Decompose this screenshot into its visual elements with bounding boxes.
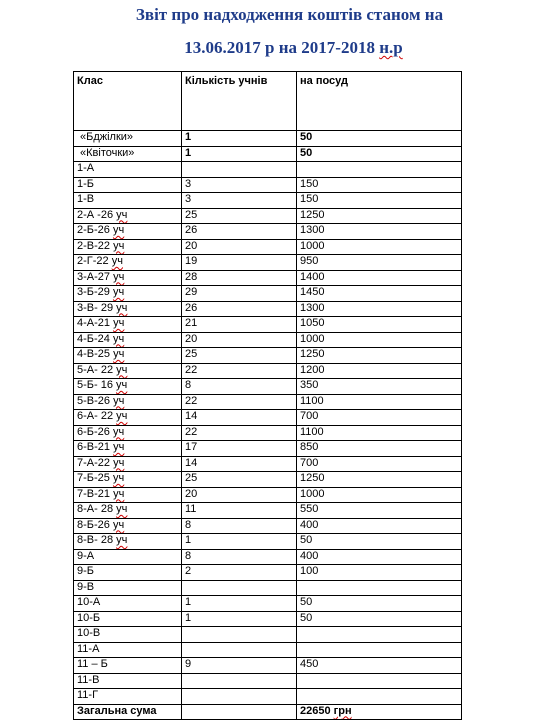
currency-unit: грн [333,704,352,717]
cell-students-count [182,642,297,658]
table-row [74,301,462,317]
cell-class [74,270,182,286]
cell-amount: 50 [297,131,462,147]
cell-class [74,534,182,550]
cell-amount: 950 [297,255,462,271]
class-name: 3-А-27 [77,270,114,283]
students-abbrev: уч [111,255,123,267]
cell-students-count: 3 [182,193,297,209]
table-row [74,255,462,271]
cell-students-count: 1 [182,146,297,162]
table-row [74,580,462,596]
cell-class [74,596,182,612]
students-abbrev: уч [116,379,128,391]
cell-students-count: 2 [182,565,297,581]
cell-amount: 50 [297,596,462,612]
class-name: 2-Г-22 [77,255,112,267]
cell-students-count: 29 [182,286,297,302]
report-title-line1: Звіт про надходження коштів станом на [135,5,444,24]
cell-amount: 1000 [297,332,462,348]
cell-students-count: 8 [182,518,297,534]
table-row [74,518,462,534]
cell-class [74,255,182,271]
cell-amount: 1250 [297,208,462,224]
class-name: 1-В [77,193,95,205]
students-abbrev: уч [113,317,125,329]
cell-amount: 50 [297,146,462,162]
cell-students-count: 1 [182,596,297,612]
class-name: 6-А- 22 [77,410,117,422]
cell-class [74,410,182,426]
students-abbrev: уч [113,441,125,453]
cell-amount: 550 [297,503,462,519]
students-abbrev: уч [112,425,125,438]
cell-amount [297,627,462,643]
class-name: 2-Б-26 [77,224,113,236]
cell-students-count: 1 [182,131,297,147]
students-abbrev: уч [113,239,125,252]
cell-students-count: 11 [182,503,297,519]
cell-class [74,224,182,240]
cell-amount: 1000 [297,239,462,255]
class-name: 7-А-22 [77,456,114,469]
class-name: 10-В [77,627,101,639]
cell-class [74,146,182,162]
cell-students-count: 20 [182,487,297,503]
cell-students-count: 19 [182,255,297,271]
cell-amount [297,162,462,178]
cell-class [74,239,182,255]
students-abbrev: уч [116,503,128,515]
cell-students-count: 26 [182,301,297,317]
cell-amount: 1450 [297,286,462,302]
cell-students-count: 26 [182,224,297,240]
cell-students-count: 8 [182,379,297,395]
class-name: 5-А- 22 [77,363,117,376]
cell-students-count [182,627,297,643]
cell-class [74,394,182,410]
cell-amount: 700 [297,456,462,472]
cell-amount [297,689,462,705]
table-row [74,317,462,333]
class-name: 6-В-21 [77,441,114,453]
cell-students-count: 20 [182,332,297,348]
class-name: 3-Б-29 [77,286,113,298]
table-row [74,332,462,348]
school-year-abbrev: н.р [379,38,403,57]
table-row [74,565,462,581]
cell-students-count: 28 [182,270,297,286]
class-name: 11 – Б [77,658,108,670]
class-name: «Бджілки» [80,131,134,143]
cell-class [74,177,182,193]
cell-class [74,472,182,488]
cell-amount: 350 [297,379,462,395]
cell-class [74,627,182,643]
cell-students-count: 25 [182,208,297,224]
cell-students-count: 9 [182,658,297,674]
students-abbrev: уч [116,301,128,314]
cell-class [74,518,182,534]
students-abbrev: уч [116,208,128,221]
table-row [74,410,462,426]
cell-class [74,162,182,178]
cell-students-count: 22 [182,394,297,410]
students-abbrev: уч [113,270,125,283]
cell-amount: 150 [297,193,462,209]
total-amount-value: 22650 [300,704,334,717]
table-row [74,627,462,643]
cell-amount: 1100 [297,394,462,410]
table-row [74,394,462,410]
cell-students-count [182,673,297,689]
cell-students-count: 20 [182,239,297,255]
cell-amount: 100 [297,565,462,581]
cell-class [74,658,182,674]
table-row [74,425,462,441]
cell-amount [297,642,462,658]
cell-class [74,565,182,581]
cell-amount: 1100 [297,425,462,441]
total-label: Загальна сума [74,704,182,720]
students-abbrev: уч [112,518,125,531]
table-row [74,131,462,147]
class-name: 10-Б [77,611,101,624]
cell-class [74,286,182,302]
cell-class [74,379,182,395]
cell-class [74,673,182,689]
class-name: 5-В-26 [77,394,114,407]
table-row [74,689,462,705]
students-abbrev: уч [113,456,125,469]
class-name: 8-А- 28 [77,503,117,515]
table-row [74,363,462,379]
class-name: 1-Б [77,177,94,190]
cell-students-count: 25 [182,472,297,488]
students-abbrev: уч [116,534,128,546]
table-row [74,549,462,565]
cell-students-count: 17 [182,441,297,457]
table-row [74,611,462,627]
class-name: 11-А [77,642,100,655]
cell-students-count: 8 [182,549,297,565]
cell-students-count [182,580,297,596]
cell-amount: 400 [297,549,462,565]
cell-students-count: 21 [182,317,297,333]
cell-class [74,363,182,379]
cell-amount: 1250 [297,472,462,488]
table-row [74,673,462,689]
cell-amount: 450 [297,658,462,674]
table-row [74,177,462,193]
cell-amount [297,580,462,596]
cell-students-count: 14 [182,410,297,426]
cell-students-count [182,162,297,178]
total-amount [297,704,462,720]
cell-class [74,348,182,364]
cell-class [74,441,182,457]
table-row [74,472,462,488]
cell-amount: 1200 [297,363,462,379]
cell-amount: 50 [297,611,462,627]
table-row [74,208,462,224]
cell-class [74,503,182,519]
class-name: 8-Б-26 [77,518,113,531]
cell-amount: 1000 [297,487,462,503]
class-name: 10-А [77,596,101,608]
header-class: Клас [74,72,182,131]
report-title-line2 [0,38,539,58]
cell-students-count: 1 [182,611,297,627]
table-row [74,146,462,162]
cell-class [74,549,182,565]
cell-amount: 850 [297,441,462,457]
cell-class [74,425,182,441]
cell-class [74,301,182,317]
cell-class [74,193,182,209]
table-row [74,658,462,674]
students-abbrev: уч [116,410,128,422]
cell-amount: 1250 [297,348,462,364]
class-name: 4-А-21 [77,317,114,329]
cell-amount: 1300 [297,224,462,240]
class-name: 2-В-22 [77,239,114,252]
students-abbrev: уч [113,348,125,360]
cell-amount: 1400 [297,270,462,286]
cell-amount: 1300 [297,301,462,317]
class-name: 9-В [77,580,95,593]
cell-amount [297,673,462,689]
total-row [74,704,462,720]
table-row [74,441,462,457]
table-row [74,224,462,240]
class-name: 6-Б-26 [77,425,113,438]
cell-students-count: 1 [182,534,297,550]
students-abbrev: уч [112,224,125,236]
cell-class [74,208,182,224]
cell-students-count: 25 [182,348,297,364]
cell-class [74,611,182,627]
class-name: 5-Б- 16 [77,379,117,391]
table-row [74,162,462,178]
table-row [74,596,462,612]
students-abbrev: уч [112,286,125,298]
students-abbrev: уч [113,394,125,407]
table-row [74,456,462,472]
cell-class [74,689,182,705]
class-name: 4-Б-24 [77,332,113,345]
cell-students-count [182,689,297,705]
table-row [74,348,462,364]
cell-class [74,317,182,333]
cell-students-count: 22 [182,425,297,441]
students-abbrev: уч [112,472,125,484]
class-name: 8-В- 28 [77,534,117,546]
cell-amount: 700 [297,410,462,426]
total-count [182,704,297,720]
cell-students-count: 3 [182,177,297,193]
cell-amount: 150 [297,177,462,193]
students-abbrev: уч [112,332,125,345]
table-row [74,379,462,395]
cell-amount: 50 [297,534,462,550]
table-row [74,286,462,302]
cell-amount: 1050 [297,317,462,333]
report-date: 13.06.2017 р на 2017-2018 [184,38,380,57]
table-row [74,503,462,519]
cell-class [74,332,182,348]
header-students-count: Кількість учнів [182,72,297,131]
class-name: 1-А [77,162,95,174]
table-row [74,642,462,658]
cell-students-count: 14 [182,456,297,472]
table-row [74,193,462,209]
cell-class [74,456,182,472]
class-name: 4-В-25 [77,348,114,360]
class-name: 7-Б-25 [77,472,113,484]
class-name: 3-В- 29 [77,301,117,314]
class-name: 2-А -26 [77,208,117,221]
cell-students-count: 22 [182,363,297,379]
table-row [74,487,462,503]
payments-table [73,71,462,720]
table-row [74,534,462,550]
students-abbrev: уч [116,363,128,376]
class-name: «Квіточки» [80,146,135,159]
class-name: 11-Г [77,689,99,701]
students-abbrev: уч [113,487,125,500]
class-name: 7-В-21 [77,487,114,500]
header-dishes-amount: на посуд [297,72,462,131]
table-header-row [74,72,462,131]
table-row [74,239,462,255]
cell-class [74,487,182,503]
class-name: 9-Б [77,565,94,577]
class-name: 9-А [77,549,95,562]
cell-class [74,131,182,147]
cell-amount: 400 [297,518,462,534]
cell-class [74,642,182,658]
class-name: 11-В [77,673,100,686]
cell-class [74,580,182,596]
table-row [74,270,462,286]
